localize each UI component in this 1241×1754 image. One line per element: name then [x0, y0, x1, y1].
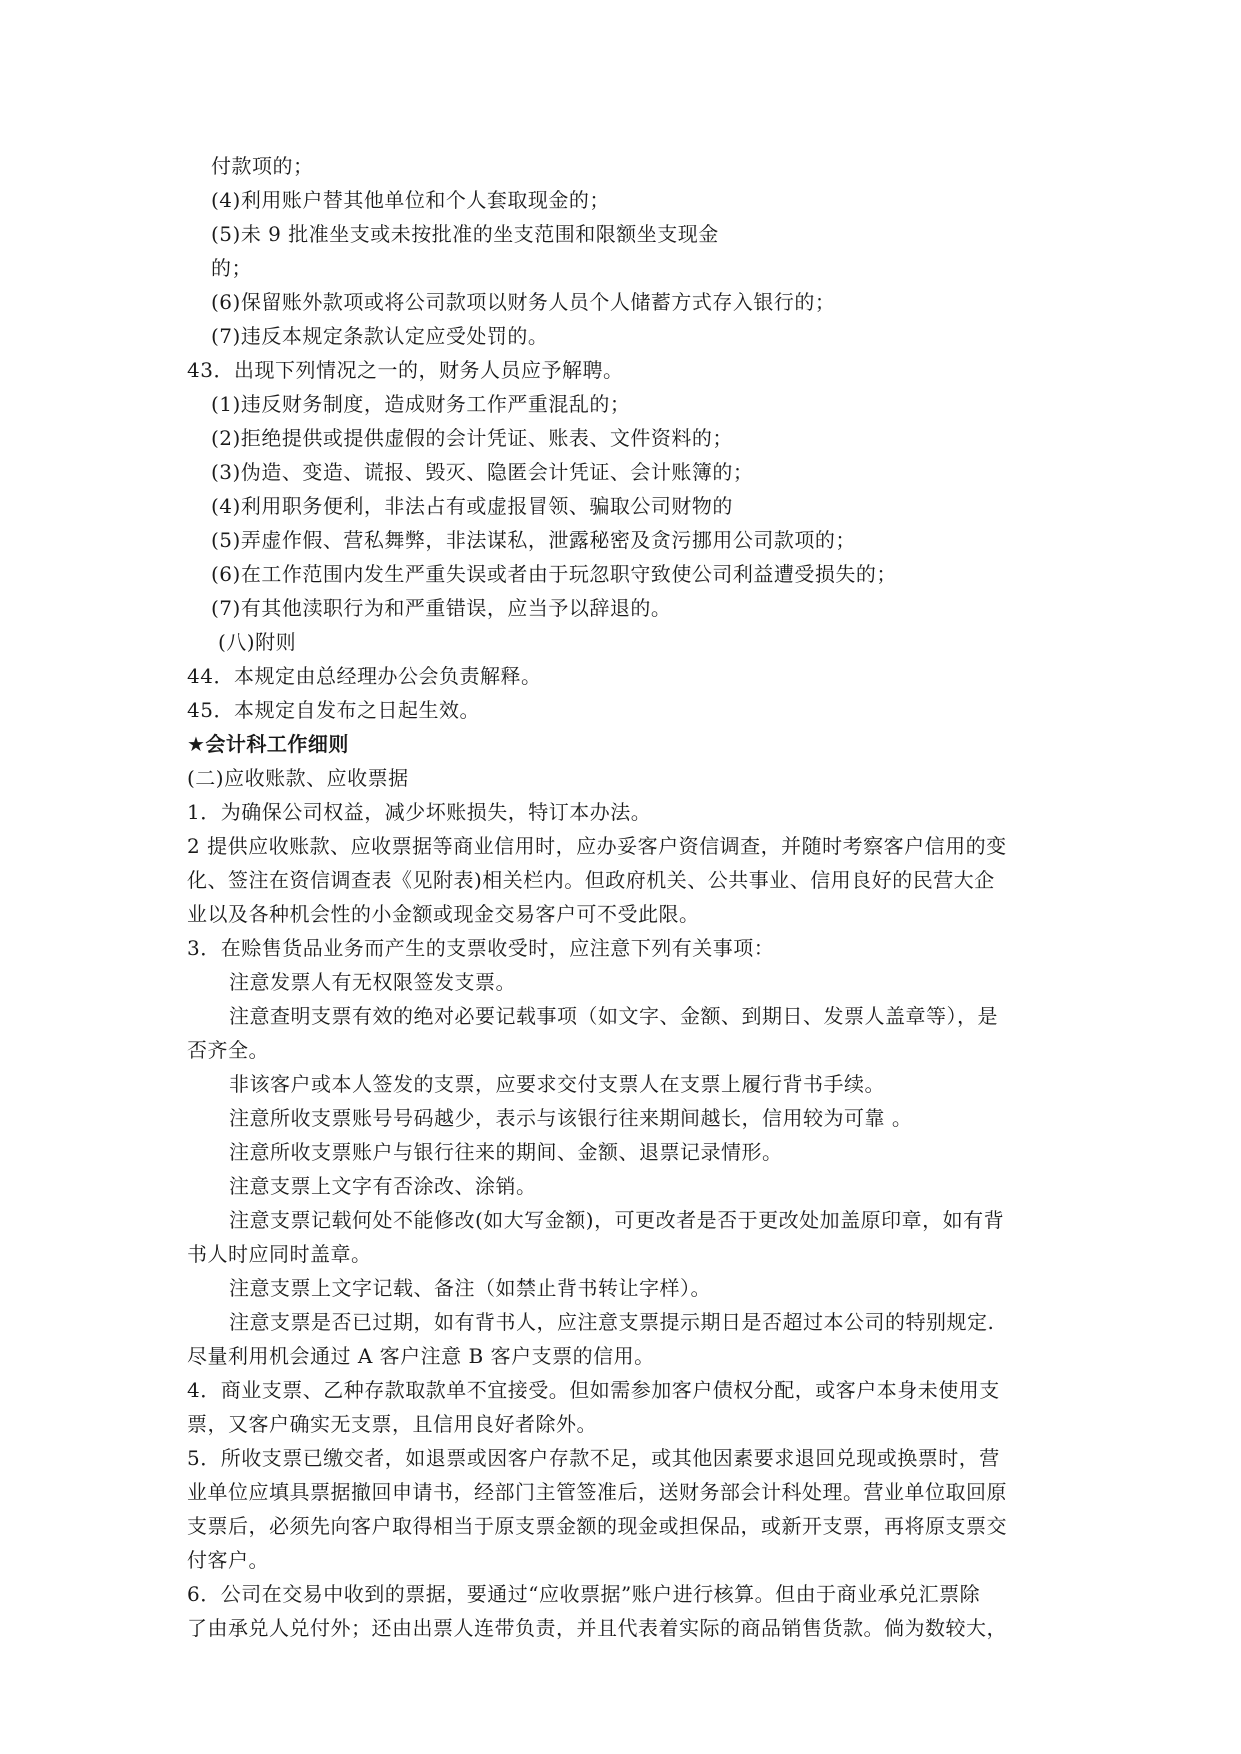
text-line: 票，又客户确实无支票，且信用良好者除外。	[187, 1412, 597, 1436]
text-line: 注意支票记载何处不能修改(如大写金额)，可更改者是否于更改处加盖原印章，如有背	[229, 1208, 1005, 1232]
text-line: 付客户。	[187, 1548, 269, 1572]
text-line: 支票后，必须先向客户取得相当于原支票金额的现金或担保品，或新开支票，再将原支票交	[187, 1514, 1007, 1538]
text-line: (6)保留账外款项或将公司款项以财务人员个人储蓄方式存入银行的；	[211, 290, 836, 314]
text-line: 2 提供应收账款、应收票据等商业信用时，应办妥客户资信调查，并随时考察客户信用的变	[187, 834, 1007, 858]
text-line: 3．在赊售货品业务而产生的支票收受时，应注意下列有关事项：	[187, 936, 775, 960]
text-line: (5)弄虚作假、营私舞弊，非法谋私，泄露秘密及贪污挪用公司款项的；	[211, 528, 856, 552]
text-line: 尽量利用机会通过 A 客户注意 B 客户支票的信用。	[187, 1344, 655, 1368]
text-line: 45．本规定自发布之日起生效。	[187, 698, 480, 722]
section-title: ★会计科工作细则	[187, 732, 349, 756]
text-line: (4)利用职务便利，非法占有或虚报冒领、骗取公司财物的	[211, 494, 733, 518]
text-line: 的；	[211, 256, 252, 280]
text-line: (3)伪造、变造、谎报、毁灭、隐匿会计凭证、会计账簿的；	[211, 460, 754, 484]
text-line: 43．出现下列情况之一的，财务人员应予解聘。	[187, 358, 624, 382]
text-line: (1)违反财务制度，造成财务工作严重混乱的；	[211, 392, 631, 416]
text-line: (7)违反本规定条款认定应受处罚的。	[211, 324, 549, 348]
text-line: 6．公司在交易中收到的票据，要通过“应收票据”账户进行核算。但由于商业承兑汇票除	[187, 1582, 981, 1606]
text-line: 4．商业支票、乙种存款取款单不宜接受。但如需参加客户债权分配，或客户本身未使用支	[187, 1378, 1000, 1402]
text-line: 书人时应同时盖章。	[187, 1242, 372, 1266]
text-line: 业单位应填具票据撤回申请书，经部门主管签准后，送财务部会计科处理。营业单位取回原	[187, 1480, 1007, 1504]
section-heading: (二)应收账款、应收票据	[187, 766, 409, 790]
text-line: 业以及各种机会性的小金额或现金交易客户可不受此限。	[187, 902, 700, 926]
text-line: 44．本规定由总经理办公会负责解释。	[187, 664, 542, 688]
text-line: 非该客户或本人签发的支票，应要求交付支票人在支票上履行背书手续。	[229, 1072, 885, 1096]
text-line: (5)未 9 批准坐支或未按批准的坐支范围和限额坐支现金	[211, 222, 719, 246]
text-line: 注意支票上文字记载、备注（如禁止背书转让字样）。	[229, 1276, 711, 1300]
text-line: (2)拒绝提供或提供虚假的会计凭证、账表、文件资料的；	[211, 426, 733, 450]
text-line: 了由承兑人兑付外；还由出票人连带负责，并且代表着实际的商品销售货款。倘为数较大，	[187, 1616, 1007, 1640]
text-line: 化、签注在资信调查表《见附表)相关栏内。但政府机关、公共事业、信用良好的民营大企	[187, 868, 995, 892]
text-line: 5．所收支票已缴交者，如退票或因客户存款不足，或其他因素要求退回兑现或换票时，营	[187, 1446, 1000, 1470]
section-heading: (八)附则	[218, 630, 297, 654]
text-line: 1．为确保公司权益，减少坏账损失，特订本办法。	[187, 800, 652, 824]
text-line: 否齐全。	[187, 1038, 269, 1062]
text-line: 注意发票人有无权限签发支票。	[229, 970, 516, 994]
text-line: 注意支票上文字有否涂改、涂销。	[229, 1174, 537, 1198]
text-line: 付款项的；	[211, 154, 314, 178]
text-line: 注意支票是否已过期，如有背书人，应注意支票提示期日是否超过本公司的特别规定.	[229, 1310, 995, 1334]
text-line: 注意所收支票账户与银行往来的期间、金额、退票记录情形。	[229, 1140, 783, 1164]
text-line: (6)在工作范围内发生严重失误或者由于玩忽职守致使公司利益遭受损失的；	[211, 562, 897, 586]
text-line: 注意所收支票账号号码越少，表示与该银行往来期间越长，信用较为可靠 。	[229, 1106, 913, 1130]
text-line: (7)有其他渎职行为和严重错误，应当予以辞退的。	[211, 596, 672, 620]
text-line: 注意查明支票有效的绝对必要记载事项（如文字、金额、到期日、发票人盖章等），是	[229, 1004, 998, 1028]
text-line: (4)利用账户替其他单位和个人套取现金的；	[211, 188, 610, 212]
